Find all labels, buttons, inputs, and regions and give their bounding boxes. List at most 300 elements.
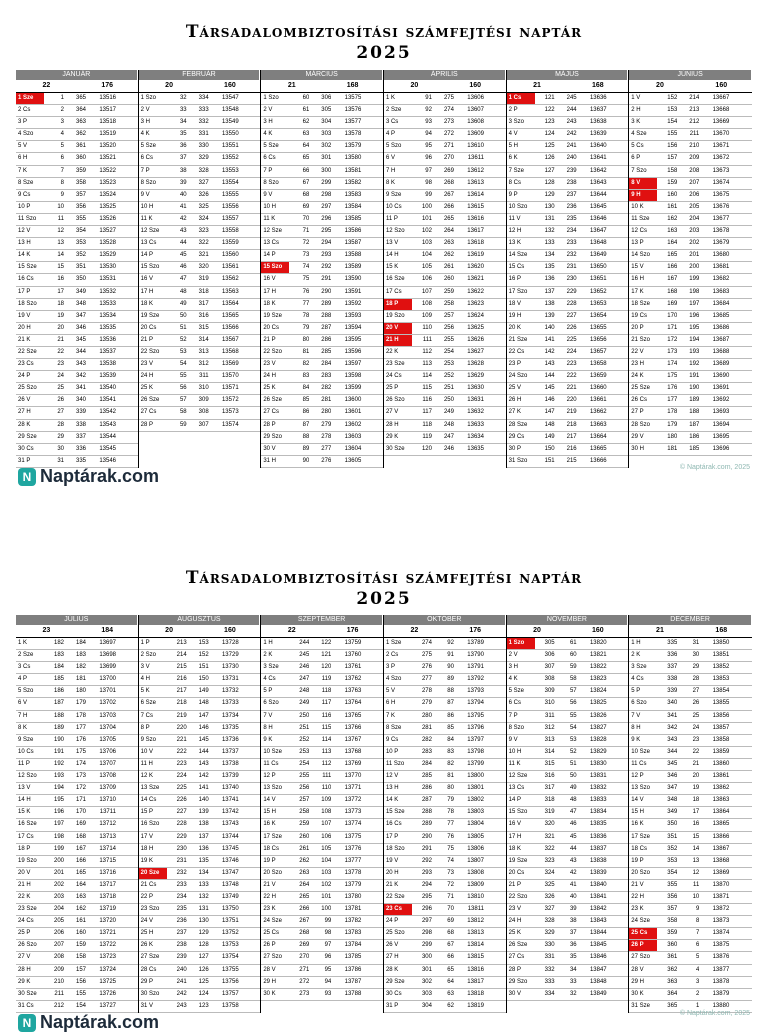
day-of-year: 112: [422, 348, 432, 355]
days-left: 1: [695, 1002, 700, 1009]
day-label: 1 Sze: [385, 640, 402, 646]
day-serial: 13850: [712, 640, 730, 646]
day-label: 22 K: [385, 348, 399, 355]
day-label: 16 Sze: [18, 821, 37, 828]
day-serial: 13530: [99, 264, 116, 271]
day-of-year: 271: [299, 966, 310, 973]
day-label: 27 P: [631, 409, 644, 416]
day-row: [16, 832, 138, 844]
day-of-year: 47: [179, 276, 187, 283]
day-label: 18 K: [508, 845, 521, 852]
day-row: [139, 371, 261, 383]
days-left: 130: [198, 918, 209, 925]
day-row: [16, 892, 138, 904]
day-label: 25 Szo: [385, 930, 405, 937]
day-of-year: 100: [421, 203, 432, 210]
day-of-year: 193: [53, 773, 64, 780]
day-row: [507, 977, 629, 989]
days-left: 13: [692, 857, 700, 864]
brand-logo[interactable]: [18, 466, 159, 487]
day-label: 26 K: [140, 942, 153, 949]
day-of-year: 75: [302, 276, 310, 283]
day-serial: 13652: [589, 288, 607, 295]
day-of-year: 308: [544, 676, 555, 683]
day-of-year: 356: [667, 893, 678, 900]
day-serial: 13740: [221, 785, 239, 792]
days-left: 77: [447, 821, 454, 828]
day-row: [507, 335, 629, 347]
day-row: [384, 190, 506, 202]
day-label: 1 H: [631, 640, 641, 646]
day-label: 30 K: [263, 990, 276, 997]
day-row: [16, 141, 138, 153]
days-left: 14: [692, 845, 700, 852]
day-label: 10 Cs: [18, 748, 34, 755]
day-of-year: 362: [667, 966, 678, 973]
month-name: JÚLIUS: [16, 615, 138, 625]
days-left: 11: [693, 881, 700, 888]
day-row: [139, 202, 261, 214]
brand-name: Naptárak.com: [40, 466, 160, 486]
day-label: 29 Szo: [263, 433, 282, 440]
day-label: 26 V: [18, 397, 31, 404]
days-left: 93: [324, 990, 332, 997]
days-left: 217: [566, 433, 577, 440]
day-serial: 13797: [467, 736, 484, 743]
day-serial: 13677: [712, 215, 730, 222]
day-label: 2 Sze: [385, 107, 402, 114]
day-row: [261, 323, 383, 335]
day-row: [629, 711, 752, 723]
day-of-year: 5: [60, 143, 64, 150]
day-of-year: 84: [302, 385, 310, 392]
day-of-year: 138: [544, 300, 555, 307]
day-label: 20 Cs: [140, 324, 157, 331]
day-row: [507, 117, 629, 129]
day-serial: 13706: [99, 748, 116, 755]
day-row: [629, 93, 752, 105]
day-of-year: 93: [425, 119, 432, 126]
days-left: 317: [198, 300, 209, 307]
day-label: 13 Cs: [140, 240, 157, 247]
days-left: 206: [689, 191, 700, 198]
day-row: [139, 335, 261, 347]
day-serial: 13841: [589, 893, 607, 900]
month-name: JANUÁR: [16, 70, 138, 80]
day-of-year: 38: [179, 167, 187, 174]
day-label: 5 Szo: [18, 688, 34, 695]
day-row: [139, 674, 261, 686]
day-row: [384, 226, 506, 238]
day-serial: 13684: [712, 300, 730, 307]
days-left: 299: [321, 179, 332, 186]
day-label: 10 V: [140, 748, 153, 755]
day-of-year: 41: [179, 203, 187, 210]
days-left: 173: [75, 773, 86, 780]
day-serial: 13534: [99, 312, 116, 319]
days-left: 62: [447, 1002, 454, 1009]
day-serial: 13721: [99, 930, 116, 937]
day-label: 17 K: [631, 288, 644, 295]
days-left: 275: [443, 95, 454, 101]
day-label: 23 P: [508, 361, 521, 368]
day-of-year: 119: [422, 433, 432, 440]
day-of-year: 219: [176, 712, 187, 719]
days-left: 118: [321, 688, 332, 695]
day-serial: 13829: [589, 748, 607, 755]
day-label: 20 V: [384, 323, 412, 334]
day-label: 19 Sze: [263, 312, 282, 319]
day-row: [507, 771, 629, 783]
days-left: 325: [198, 203, 209, 210]
day-of-year: 357: [667, 906, 678, 913]
day-of-year: 344: [667, 748, 678, 755]
day-label: 8 Szo: [140, 179, 156, 186]
day-serial: 13627: [467, 348, 484, 355]
day-of-year: 349: [667, 809, 678, 816]
day-label: 5 Sze: [140, 143, 156, 150]
day-of-year: 243: [176, 1002, 187, 1009]
days-left: 73: [447, 869, 454, 876]
days-left: 199: [689, 276, 700, 283]
day-row: [16, 153, 138, 165]
day-label: 12 Szo: [18, 773, 37, 780]
day-row: [507, 274, 629, 286]
day-label: 4 Cs: [631, 676, 644, 683]
day-row: [629, 166, 752, 178]
day-row: [16, 674, 138, 686]
day-serial: 13519: [99, 131, 116, 138]
day-label: 23 Cs: [384, 904, 412, 915]
day-of-year: 196: [53, 809, 64, 816]
day-of-year: 256: [299, 785, 310, 792]
days-left: 334: [198, 95, 209, 101]
day-of-year: 330: [544, 942, 555, 949]
day-label: 7 Cs: [140, 712, 153, 719]
day-serial: 13720: [99, 918, 116, 925]
day-label: 7 H: [385, 167, 396, 174]
day-row: [16, 686, 138, 698]
day-serial: 13870: [712, 881, 730, 888]
day-row: [16, 904, 138, 916]
day-row: [629, 795, 752, 807]
day-row: [139, 129, 261, 141]
day-of-year: 117: [422, 409, 432, 416]
brand-logo-2[interactable]: [18, 1012, 159, 1033]
days-left: 8: [695, 918, 700, 925]
day-row: [16, 214, 138, 226]
day-serial: 13759: [344, 640, 362, 646]
day-of-year: 6: [60, 155, 64, 162]
day-row: [261, 686, 383, 698]
day-label: 11 P: [18, 760, 30, 767]
day-of-year: 295: [421, 893, 432, 900]
day-of-year: 158: [667, 167, 678, 174]
day-label: 15 Szo: [508, 809, 528, 816]
day-serial: 13863: [712, 797, 730, 804]
days-left: 134: [198, 869, 209, 876]
day-row: [139, 686, 261, 698]
day-label: 13 H: [385, 785, 399, 792]
day-of-year: 177: [667, 397, 678, 404]
days-left: 15: [692, 833, 700, 840]
day-label: 6 K: [508, 155, 518, 162]
days-left: 152: [198, 652, 209, 659]
day-label: 30 Cs: [385, 990, 402, 997]
day-label: 16 H: [631, 276, 644, 283]
day-label: 7 P: [140, 167, 150, 174]
day-of-year: 197: [53, 821, 64, 828]
day-of-year: 78: [302, 312, 310, 319]
day-row: [629, 892, 752, 904]
days-left: 127: [198, 954, 209, 961]
day-row: [261, 105, 383, 117]
day-label: 9 Szo: [140, 736, 156, 743]
day-serial: 13716: [99, 869, 116, 876]
day-row: [384, 250, 506, 262]
day-row: [261, 371, 383, 383]
days-left: 265: [443, 215, 454, 222]
day-row: [507, 407, 629, 419]
day-serial: 13544: [99, 433, 116, 440]
day-label: 23 V: [263, 361, 276, 368]
day-of-year: 337: [667, 664, 678, 671]
days-left: 6: [695, 942, 700, 949]
days-left: 180: [75, 688, 86, 695]
day-serial: 13654: [589, 312, 607, 319]
day-label: 15 H: [263, 809, 276, 816]
day-serial: 13846: [589, 954, 607, 961]
day-of-year: 126: [544, 155, 555, 162]
day-of-year: 95: [425, 143, 432, 150]
day-of-year: 152: [667, 95, 678, 101]
day-serial: 13600: [344, 397, 362, 404]
day-serial: 13628: [467, 361, 484, 368]
days-left: 261: [443, 264, 454, 271]
day-serial: 13858: [712, 736, 730, 743]
days-left: 234: [566, 228, 577, 235]
days-left: 233: [566, 240, 577, 247]
day-label: 26 Cs: [631, 397, 647, 404]
day-row: [16, 747, 138, 759]
days-left: 314: [198, 336, 209, 343]
day-row: [507, 456, 629, 468]
days-left: 336: [75, 445, 86, 452]
days-left: 53: [569, 736, 577, 743]
days-left: 31: [692, 640, 700, 646]
day-row: [139, 952, 261, 964]
days-left: 67: [447, 942, 454, 949]
day-row: [384, 238, 506, 250]
day-of-year: 359: [667, 930, 678, 937]
days-left: 287: [321, 324, 332, 331]
days-left: 300: [321, 167, 332, 174]
day-serial: 13546: [99, 457, 116, 464]
day-label: 18 Cs: [631, 845, 647, 852]
day-label: 24 Sze: [631, 918, 650, 925]
day-label: 20 Sze: [139, 868, 167, 879]
day-label: 2 H: [631, 107, 641, 114]
day-of-year: 97: [425, 167, 432, 174]
day-of-year: 315: [544, 760, 555, 767]
day-row: [507, 711, 629, 723]
calendar-grid-h1: [16, 70, 752, 468]
day-serial: 13695: [712, 433, 730, 440]
day-serial: 13602: [344, 421, 362, 428]
day-label: 7 P: [508, 712, 518, 719]
day-of-year: 361: [667, 954, 678, 961]
day-serial: 13792: [467, 676, 484, 683]
day-row: [139, 311, 261, 323]
day-serial: 13682: [712, 276, 730, 283]
day-of-year: 22: [57, 348, 64, 355]
month-name: AUGUSZTUS: [139, 615, 261, 625]
day-of-year: 73: [302, 252, 310, 259]
day-serial: 13623: [467, 300, 484, 307]
day-serial: 13805: [467, 833, 484, 840]
day-serial: 13556: [221, 203, 239, 210]
day-label: 11 V: [508, 215, 521, 222]
day-row: [16, 262, 138, 274]
day-row: [139, 299, 261, 311]
day-serial: 13794: [467, 700, 484, 707]
day-label: 28 V: [631, 966, 644, 973]
days-left: 236: [566, 203, 577, 210]
day-row: [261, 832, 383, 844]
days-left: 33: [569, 978, 577, 985]
day-label: 29 K: [18, 978, 31, 985]
days-left: 135: [198, 857, 209, 864]
day-label: 31 Sze: [631, 1002, 650, 1009]
days-left: 286: [321, 336, 332, 343]
day-serial: 13820: [589, 640, 607, 646]
days-left: 260: [443, 276, 454, 283]
days-left: 208: [689, 167, 700, 174]
days-left: 18: [692, 797, 700, 804]
days-left: 165: [75, 869, 86, 876]
day-row: [16, 299, 138, 311]
day-label: 22 Szo: [508, 893, 528, 900]
day-row: [384, 686, 506, 698]
day-row: [629, 335, 752, 347]
day-label: 11 P: [385, 215, 398, 222]
day-label: 28 Sze: [508, 421, 528, 428]
day-serial: 13574: [221, 421, 239, 428]
days-left: 248: [443, 421, 454, 428]
days-left: 25: [692, 712, 700, 719]
day-of-year: 207: [53, 942, 64, 949]
days-left: 153: [198, 640, 209, 646]
day-of-year: 246: [299, 664, 310, 671]
day-of-year: 348: [667, 797, 678, 804]
day-serial: 13659: [589, 373, 607, 380]
day-row: [629, 759, 752, 771]
day-label: 9 K: [631, 736, 641, 743]
day-label: 3 K: [631, 119, 641, 126]
days-left: 238: [566, 179, 577, 186]
day-row: [261, 928, 383, 940]
day-of-year: 171: [667, 324, 678, 331]
day-serial: 13671: [712, 143, 730, 150]
day-row: [16, 323, 138, 335]
day-serial: 13738: [221, 760, 239, 767]
day-serial: 13562: [221, 276, 239, 283]
day-label: 20 Szo: [263, 869, 282, 876]
day-of-year: 7: [60, 167, 64, 174]
days-left: 183: [75, 652, 86, 659]
day-row: [629, 819, 752, 831]
day-serial: 13688: [712, 348, 730, 355]
day-row: [507, 420, 629, 432]
day-row: [384, 323, 506, 335]
day-serial: 13637: [589, 107, 607, 114]
day-label: 14 K: [385, 797, 399, 804]
day-label: 28 H: [385, 421, 399, 428]
day-of-year: 98: [425, 179, 432, 186]
workdays: 22: [287, 627, 296, 634]
day-label: 26 Szo: [385, 397, 405, 404]
day-serial: 13869: [712, 869, 730, 876]
day-of-year: 26: [57, 397, 64, 404]
day-row: [629, 916, 752, 928]
day-serial: 13873: [712, 918, 730, 925]
day-of-year: 137: [544, 288, 555, 295]
day-of-year: 57: [179, 397, 187, 404]
day-of-year: 53: [179, 348, 187, 355]
day-row: [261, 166, 383, 178]
days-left: 365: [75, 95, 86, 101]
day-row: [629, 856, 752, 868]
day-label: 5 V: [385, 688, 395, 695]
days-left: 322: [198, 240, 209, 247]
day-serial: 13523: [99, 179, 116, 186]
days-left: 27: [692, 688, 700, 695]
day-of-year: 253: [299, 748, 310, 755]
day-serial: 13757: [221, 990, 239, 997]
day-serial: 13851: [712, 652, 730, 659]
days-left: 85: [447, 724, 454, 731]
days-left: 324: [198, 215, 209, 222]
day-serial: 13678: [712, 228, 730, 235]
day-label: 22 Cs: [508, 348, 525, 355]
day-label: 17 P: [385, 833, 399, 840]
day-row: [16, 202, 138, 214]
day-row: [629, 723, 752, 735]
day-serial: 13798: [467, 748, 484, 755]
day-label: 28 V: [263, 966, 276, 973]
day-of-year: 37: [179, 155, 187, 162]
day-row: [384, 783, 506, 795]
day-label: 6 Cs: [508, 700, 521, 707]
day-serial: 13736: [221, 736, 239, 743]
day-row: [139, 795, 261, 807]
days-left: 241: [566, 143, 577, 150]
day-serial: 13683: [712, 288, 730, 295]
day-row: [261, 250, 383, 262]
day-row: [261, 347, 383, 359]
days-left: 222: [566, 373, 577, 380]
day-of-year: 257: [299, 797, 310, 804]
day-of-year: 1: [60, 95, 64, 101]
day-of-year: 92: [425, 107, 432, 114]
days-left: 204: [689, 215, 700, 222]
days-left: 74: [447, 857, 454, 864]
days-left: 52: [569, 748, 577, 755]
day-row: [507, 759, 629, 771]
day-label: 21 K: [18, 336, 31, 343]
day-serial: 13606: [467, 95, 484, 101]
day-of-year: 48: [179, 288, 187, 295]
